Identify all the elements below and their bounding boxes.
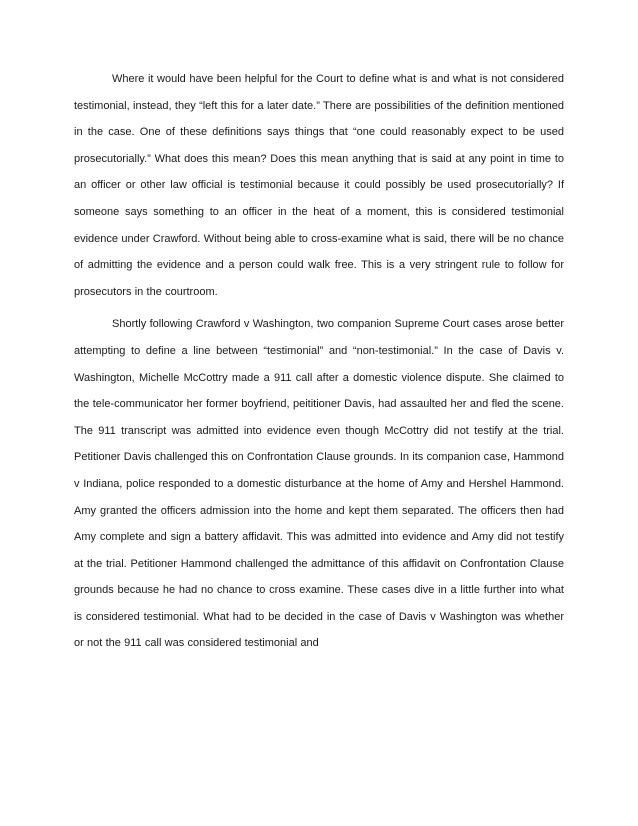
paragraph-2: Shortly following Crawford v Washington, two companion Supreme Court cases arose better attempting to define a line between “testimonial” and “non-testimonial.” In the case of Davis v. Washington, Michelle McCottry made a 911 call after a domestic violence dispute. She claimed to the tele-communicator her former boyfriend, peititioner Davis, had assaulted her and fled the scene. The 911 transcript was admitted into evidence even though McCottry did not testify at the trial. Petitioner Davis challenged this on Confrontation Clause grounds. In its companion case, Hammond v Indiana, police responded to a domestic disturbance at the home of Amy and Hershel Hammond. Amy granted the officers admission into the home and kept them separated. The officers then had Amy complete and sign a battery affidavit. This was admitted into evidence and Amy did not testify at the trial. Petitioner Hammond challenged the admittance of this affidavit on Confrontation Clause grounds because he had no chance to cross examine. These cases dive in a little further into what is considered testimonial. What had to be decided in the case of Davis v Washington was whether or not the 911 call was considered testimonial and: [74, 318, 564, 650]
paragraph-1: Where it would have been helpful for the Court to define what is and what is not considered testimonial, instead, they “left this for a later date.” There are possibilities of the definition mentioned in the case. One of these definitions says things that “one could reasonably expect to be used prosecutorially.” What does this mean? Does this mean anything that is said at any point in time to an officer or other law official is testimonial because it could possibly be used prosecutorially? If someone says something to an officer in the heat of a moment, this is considered testimonial evidence under Crawford. Without being able to cross-examine what is said, there will be no chance of admitting the evidence and a person could walk free. This is a very stringent rule to follow for prosecutors in the courtroom.: [74, 73, 564, 298]
